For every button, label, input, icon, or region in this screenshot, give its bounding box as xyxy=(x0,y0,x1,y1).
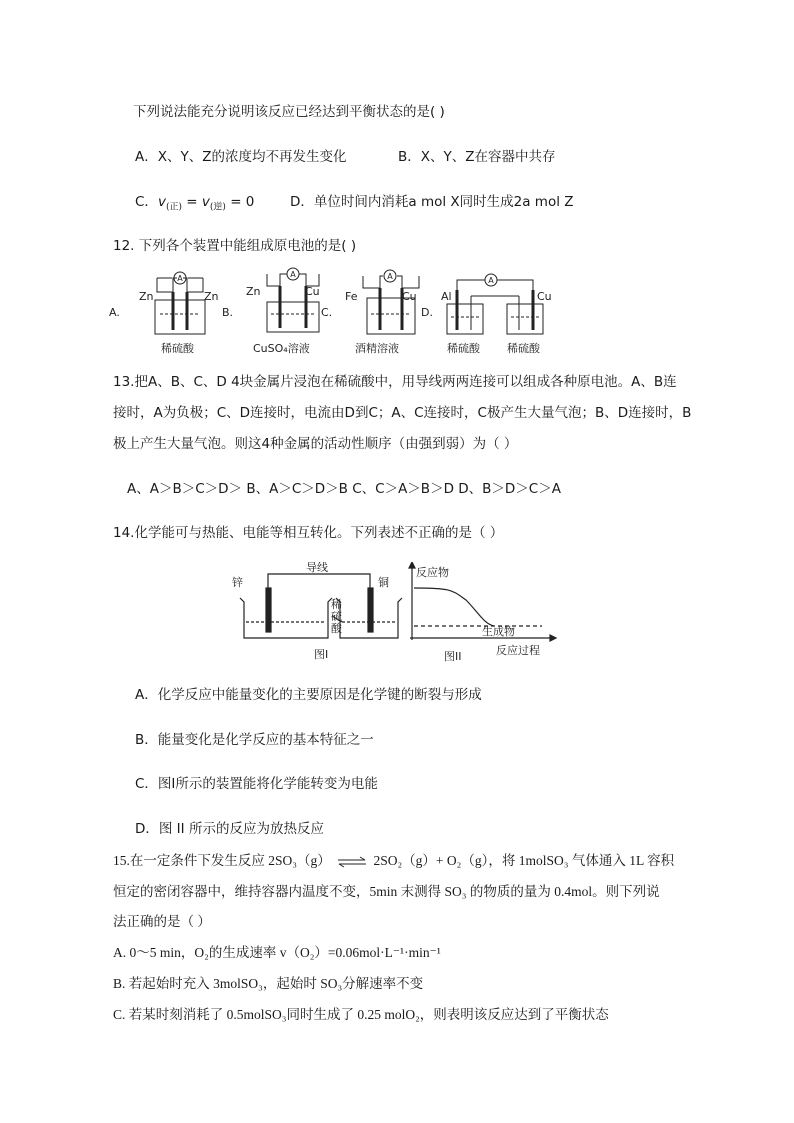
q12-b-right: Cu xyxy=(305,285,320,298)
energy-curve xyxy=(414,588,494,626)
q12-device-d xyxy=(447,274,543,334)
q14-wire: 导线 xyxy=(306,562,328,574)
q12-meter-a: A xyxy=(177,274,183,283)
q14-xlabel: 反应过程 xyxy=(496,644,540,657)
beaker-left xyxy=(240,598,332,638)
q11-v2: v xyxy=(201,194,210,210)
equilibrium-arrow-icon xyxy=(337,856,367,868)
q11-option-a: A．X、Y、Z的浓度均不再发生变化 xyxy=(135,149,347,165)
q11-option-b: B．X、Y、Z在容器中共存 xyxy=(398,149,556,165)
q14-figure xyxy=(232,562,562,668)
q12-c-right: Cu xyxy=(402,290,417,303)
q11-option-c-prefix: C． xyxy=(135,194,158,210)
q12-a-right: Zn xyxy=(204,290,219,303)
q11-stem: 下列说法能充分说明该反应已经达到平衡状态的是( ) xyxy=(133,104,445,120)
q12-c-left: Fe xyxy=(345,290,358,303)
q12-d-caption-left: 稀硫酸 xyxy=(447,342,480,355)
q15-stem-line3: 法正确的是（ ） xyxy=(113,914,211,929)
q14-fig1-caption: 图I xyxy=(314,648,329,661)
q15-option-a: A. 0～5 min，O₂的生成速率 v（O₂）=0.06mol·L⁻¹·min⁻¹ xyxy=(113,945,441,960)
q11-tail: = 0 xyxy=(225,194,255,210)
q11-sub1: (正) xyxy=(165,202,182,213)
q14-fig2-caption: 图II xyxy=(444,650,462,663)
q12-meter-c: A xyxy=(387,272,393,281)
q14-acid3: 酸 xyxy=(331,622,342,635)
q14-option-c: C．图I所示的装置能将化学能转变为电能 xyxy=(135,776,378,792)
q15-stem-line1 xyxy=(113,852,674,870)
q12-label-c: C. xyxy=(321,306,333,319)
q12-meter-d: A xyxy=(488,276,494,285)
q12-d-right: Cu xyxy=(537,290,552,303)
q15-stem1-b: 2SO₂（g）+ O₂（g），将 1molSO₃ 气体通入 1L 容积 xyxy=(373,853,675,868)
q11-sub2: (逆) xyxy=(209,202,226,213)
q14-reactant: 反应物 xyxy=(416,566,449,579)
q12-d-caption-right: 稀硫酸 xyxy=(507,342,540,355)
q14-acid2: 硫 xyxy=(331,610,342,623)
q12-label-a: A. xyxy=(109,306,120,319)
q13-line2: 接时，A为负极；C、D连接时，电流由D到C；A、C连接时，C极产生大量气泡；B、D连接时，B xyxy=(113,405,692,421)
q13-options: A、A＞B＞C＞D＞ B、A＞C＞D＞B C、C＞A＞B＞D D、B＞D＞C＞A xyxy=(127,481,561,497)
q14-option-d: D．图 II 所示的反应为放热反应 xyxy=(135,821,324,837)
q11-option-c xyxy=(135,193,254,217)
q13-line1: 13.把A、B、C、D 4块金属片浸泡在稀硫酸中，用导线两两连接可以组成各种原电池。A、B连 xyxy=(113,374,677,390)
q12-c-caption: 酒精溶液 xyxy=(355,342,399,355)
q12-stem: 12. 下列各个装置中能组成原电池的是( ) xyxy=(113,238,357,254)
q12-a-caption: 稀硫酸 xyxy=(161,342,194,355)
q15-option-c: C. 若某时刻消耗了 0.5molSO₃同时生成了 0.25 molO₂，则表明该反应达到了平衡状态 xyxy=(113,1007,609,1022)
q12-b-left: Zn xyxy=(246,285,261,298)
q14-option-a: A．化学反应中能量变化的主要原因是化学键的断裂与形成 xyxy=(135,687,482,703)
q13-line3: 极上产生大量气泡。则这4种金属的活动性顺序（由强到弱）为（ ） xyxy=(113,436,518,452)
q14-acid1: 稀 xyxy=(331,598,342,611)
q11-v1: v xyxy=(157,194,166,210)
q14-product: 生成物 xyxy=(482,625,515,638)
q14-stem: 14.化学能可与热能、电能等相互转化。下列表述不正确的是（ ） xyxy=(113,525,504,541)
q12-meter-b: A xyxy=(290,270,296,279)
q12-d-left: Al xyxy=(441,290,452,303)
q12-label-b: B. xyxy=(222,306,234,319)
q14-copper: 铜 xyxy=(378,576,389,589)
q14-option-b: B．能量变化是化学反应的基本特征之一 xyxy=(135,732,374,748)
q11-option-d: D．单位时间内消耗a mol X同时生成2a mol Z xyxy=(290,194,574,210)
q15-option-b: B. 若起始时充入 3molSO₃，起始时 SO₃分解速率不变 xyxy=(113,976,424,991)
q12-a-left: Zn xyxy=(139,290,154,303)
q15-stem1-a: 15.在一定条件下发生反应 2SO₃（g） xyxy=(113,853,331,868)
q14-zinc: 锌 xyxy=(232,576,243,589)
q15-stem-line2: 恒定的密闭容器中，维持容器内温度不变，5min 末测得 SO₃ 的物质的量为 0.4mol。则下列说 xyxy=(113,884,660,899)
q12-b-caption: CuSO₄溶液 xyxy=(253,342,310,355)
q11-eq: = xyxy=(181,194,202,210)
q12-figure xyxy=(105,262,575,362)
q12-label-d: D. xyxy=(421,306,433,319)
